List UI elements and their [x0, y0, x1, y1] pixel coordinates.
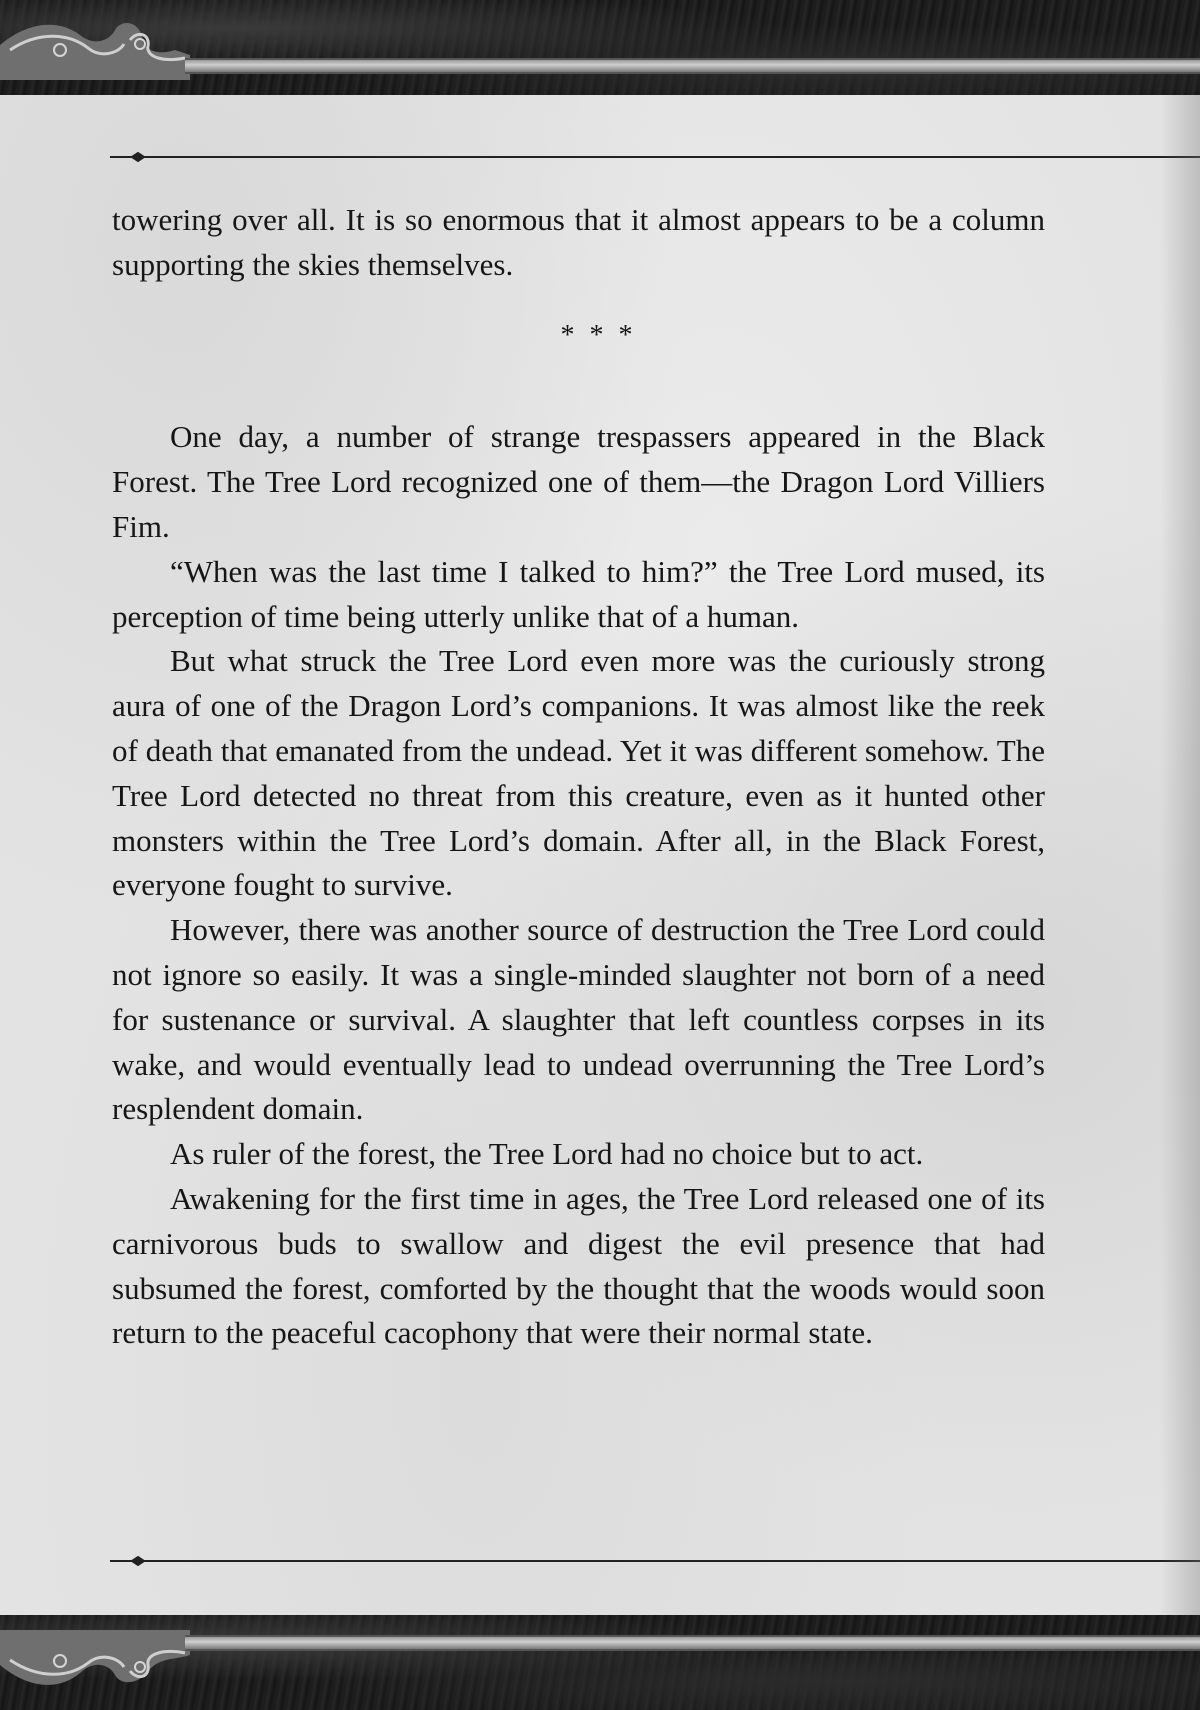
body-text	[112, 198, 1045, 1356]
paragraph: Awakening for the first time in ages, the Tree Lord released one of its carnivorous buds to swallow and digest the evil presence that had subsumed the forest, comforted by the thought that the woods would soon return to the peaceful cacophony that were their normal state.	[112, 1180, 1045, 1351]
book-page	[0, 95, 1200, 1615]
top-rule	[110, 156, 1200, 158]
frame-bar-bottom	[185, 1635, 1200, 1651]
page-frame-top	[0, 0, 1200, 95]
paragraph: As ruler of the forest, the Tree Lord had no choice but to act.	[170, 1136, 924, 1172]
paragraph: One day, a number of strange trespassers appeared in the Black Forest. The Tree Lord recognized one of them—the Dragon Lord Villiers Fim.	[112, 419, 1045, 544]
flourish-ornament-icon	[0, 1615, 190, 1710]
paragraph: “When was the last time I talked to him?” the Tree Lord mused, its perception of time being utterly unlike that of a human.	[112, 553, 1045, 634]
scene-separator: * * *	[560, 319, 637, 351]
flourish-ornament-icon	[0, 0, 190, 95]
paragraph: But what struck the Tree Lord even more was the curiously strong aura of one of the Dragon Lord’s companions. It was almost like the reek of death that emanated from the undead. Yet it was different somehow. The Tree Lord detected no threat from this creature, even as it hunted other monsters within the Tree Lord’s domain. After all, in the Black Forest, everyone fought to survive.	[112, 643, 1045, 903]
frame-bar-top	[185, 58, 1200, 74]
page-frame-bottom	[0, 1615, 1200, 1710]
bottom-rule	[110, 1560, 1200, 1562]
paragraph: towering over all. It is so enormous that it almost appears to be a column supporting the skies themselves.	[112, 202, 1045, 282]
paragraph: However, there was another source of destruction the Tree Lord could not ignore so easily. It was a single-minded slaughter not born of a need for sustenance or survival. A slaughter that left countless corpses in its wake, and would eventually lead to undead overrunning the Tree Lord’s resplendent domain.	[112, 912, 1045, 1127]
